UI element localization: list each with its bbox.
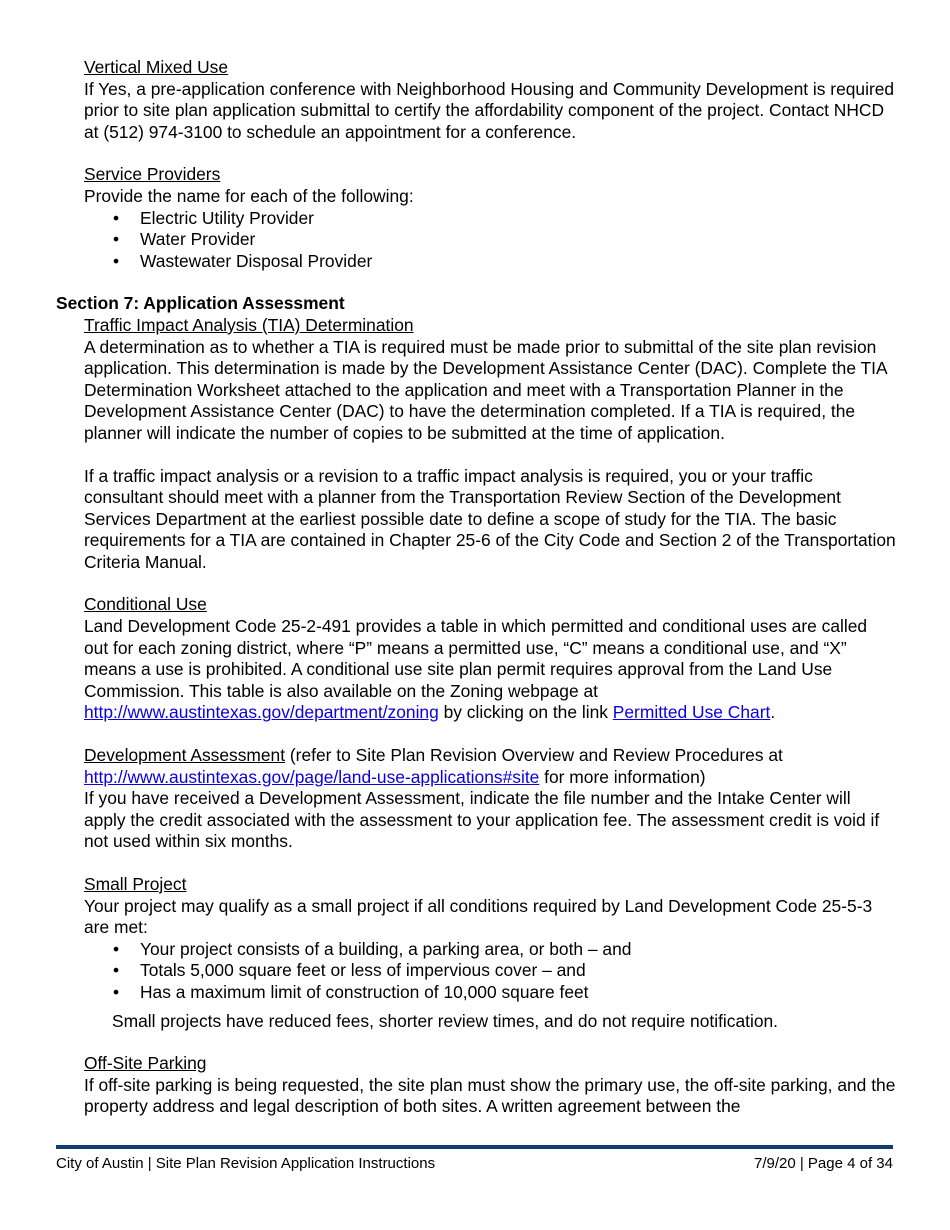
development-assessment-section (84, 745, 896, 853)
document-body (56, 57, 896, 1139)
vertical-mixed-use-section (84, 57, 896, 143)
bullet-icon: • (113, 960, 120, 981)
bullet-icon: • (113, 250, 120, 271)
permitted-use-chart-link[interactable]: Permitted Use Chart (612, 702, 771, 723)
tia-paragraph-1: A determination as to whether a TIA is required must be made prior to submittal of the site plan revision application. This determination is made by the Development Assistance Center (DAC). Complete the TIA Determination Worksheet attached to the application and meet with a Transportation Planner in the Development Assistance Center (DAC) to have the determination completed. If a TIA is required, the planner will indicate the number of copies to be submitted at the time of application. (84, 336, 887, 443)
service-providers-intro: Provide the name for each of the following: (84, 185, 414, 206)
service-providers-heading: Service Providers (84, 164, 221, 185)
service-providers-list (84, 208, 896, 273)
off-site-parking-text: If off-site parking is being requested, the site plan must show the primary use, the off-site parking, and the property address and legal description of both sites. A written agreement between the (84, 1074, 896, 1117)
vertical-mixed-use-heading: Vertical Mixed Use (84, 57, 229, 77)
land-use-applications-link[interactable]: http://www.austintexas.gov/page/land-use-applications#site (84, 766, 540, 787)
section-7-title: Section 7: Application Assessment (56, 293, 345, 314)
development-assessment-intro: Development Assessment (refer to Site Plan Revision Overview and Review Procedures at http://www.austintexas.gov/page/land-use-applications#site for more information) (84, 745, 783, 787)
development-assessment-text: If you have received a Development Assessment, indicate the file number and the Intake Center will apply the credit associated with the assessment to your application fee. The assessment credit is void if not used within six months. (84, 788, 880, 852)
conditional-use-text: Land Development Code 25-2-491 provides a table in which permitted and conditional uses are called out for each zoning district, where “P” means a permitted use, “C” means a conditional use, and “X” means a use is prohibited. A conditional use site plan permit requires approval from the Land Use Commission. This table is also available on the Zoning webpage at http://www.austintexas.gov/department/zoning by clicking on the link Permitted Use Chart. (84, 616, 868, 723)
list-item: • Totals 5,000 square feet or less of impervious cover – and (113, 960, 586, 981)
off-site-parking-section (84, 1053, 896, 1118)
small-project-heading: Small Project (84, 874, 187, 894)
conditional-use-heading: Conditional Use (84, 594, 207, 615)
footer-document-title: City of Austin | Site Plan Revision Application Instructions (56, 1155, 436, 1172)
development-assessment-heading: Development Assessment (84, 745, 286, 766)
zoning-link[interactable]: http://www.austintexas.gov/department/zoning (84, 702, 439, 723)
bullet-icon: • (113, 938, 120, 959)
list-item: • Wastewater Disposal Provider (113, 250, 373, 271)
service-providers-section (84, 164, 896, 272)
bullet-icon: • (113, 229, 120, 250)
small-project-intro: Your project may qualify as a small project if all conditions required by Land Development Code 25-5-3 are met: (84, 895, 873, 938)
small-project-section (84, 874, 896, 1032)
tia-heading: Traffic Impact Analysis (TIA) Determination (84, 314, 414, 335)
footer-rule (56, 1145, 893, 1149)
off-site-parking-heading: Off-Site Parking (84, 1053, 207, 1074)
vertical-mixed-use-text: If Yes, a pre-application conference with Neighborhood Housing and Community Development is required prior to site plan application submittal to certify the affordability component of the project. Contact NHCD at (512) 974-3100 to schedule an appointment for a conference. (84, 78, 895, 142)
footer-page-number: 7/9/20 | Page 4 of 34 (753, 1155, 893, 1172)
bullet-icon: • (113, 207, 120, 228)
list-item: • Your project consists of a building, a parking area, or both – and (113, 938, 632, 959)
small-project-list (84, 939, 896, 1004)
list-item: • Has a maximum limit of construction of 10,000 square feet (113, 981, 589, 1002)
tia-section (84, 315, 896, 445)
page-footer (56, 1155, 893, 1173)
bullet-icon: • (113, 981, 120, 1002)
list-item: • Electric Utility Provider (113, 207, 314, 228)
tia-section-2 (84, 466, 896, 574)
conditional-use-section (84, 594, 896, 724)
small-project-note: Small projects have reduced fees, shorter review times, and do not require notification. (112, 1010, 779, 1031)
tia-paragraph-2: If a traffic impact analysis or a revision to a traffic impact analysis is required, you or your traffic consultant should meet with a planner from the Transportation Review Section of the Development Services Department at the earliest possible date to define a scope of study for the TIA. The basic requirements for a TIA are contained in Chapter 25-6 of the City Code and Section 2 of the Transportation Criteria Manual. (84, 465, 896, 572)
list-item: • Water Provider (113, 229, 256, 250)
